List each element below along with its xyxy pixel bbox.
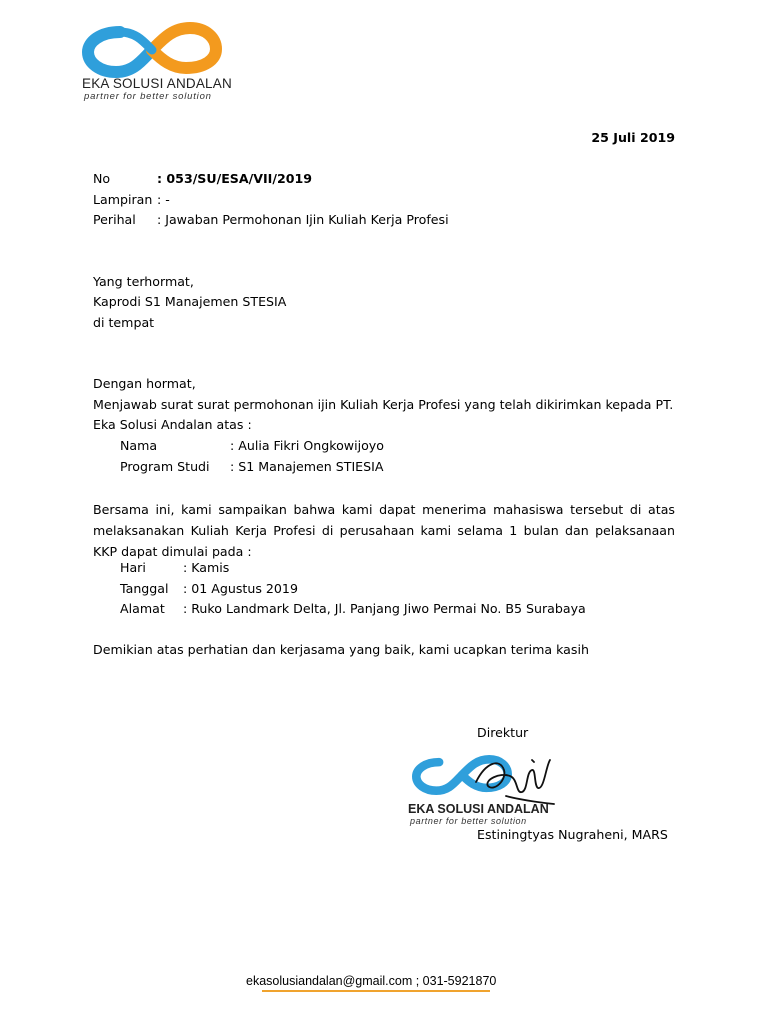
recipient-line-1: Yang terhormat, [93, 274, 194, 289]
schedule-tanggal-label: Tanggal [120, 581, 169, 596]
signature-title: Direktur [477, 725, 529, 740]
company-stamp [404, 752, 579, 830]
schedule-tanggal-value: : 01 Agustus 2019 [183, 581, 298, 596]
student-name-value: : Aulia Fikri Ongkowijoyo [230, 438, 384, 453]
stamp-tagline: partner for better solution [410, 816, 527, 826]
schedule-hari-label: Hari [120, 560, 146, 575]
schedule-alamat-value: : Ruko Landmark Delta, Jl. Panjang Jiwo Permai No. B5 Surabaya [183, 601, 586, 616]
recipient-line-2: Kaprodi S1 Manajemen STESIA [93, 294, 287, 309]
letter-date: 25 Juli 2019 [591, 130, 675, 145]
closing-sentence: Demikian atas perhatian dan kerjasama yang baik, kami ucapkan terima kasih [93, 642, 589, 657]
footer-contact: ekasolusiandalan@gmail.com ; 031-5921870 [246, 974, 497, 988]
meta-lampiran-value: : - [157, 192, 170, 207]
student-prodi-value: : S1 Manajemen STIESIA [230, 459, 384, 474]
schedule-alamat-label: Alamat [120, 601, 165, 616]
meta-perihal-label: Perihal [93, 212, 136, 227]
company-logo [78, 20, 238, 102]
student-name-label: Nama [120, 438, 158, 453]
para2: Bersama ini, kami sampaikan bahwa kami dapat menerima mahasiswa tersebut di atas melaksanakan Kuliah Kerja Profesi di perusahaan kami selama 1 bulan dan pelaksanaan KKP dapat dimulai pada : [93, 502, 675, 559]
greeting: Dengan hormat, [93, 376, 196, 391]
company-tagline: partner for better solution [84, 91, 212, 102]
schedule-hari-value: : Kamis [183, 560, 230, 575]
signatory-name: Estiningtyas Nugraheni, MARS [477, 827, 668, 842]
meta-perihal-value: : Jawaban Permohonan Ijin Kuliah Kerja Profesi [157, 212, 449, 227]
recipient-line-3: di tempat [93, 315, 155, 330]
meta-no-value: : 053/SU/ESA/VII/2019 [157, 171, 312, 186]
meta-lampiran-label: Lampiran [93, 192, 153, 207]
para1-line-2: Eka Solusi Andalan atas : [93, 417, 252, 432]
infinity-logo-icon [82, 22, 222, 78]
para1-line-1: Menjawab surat surat permohonan ijin Kuliah Kerja Profesi yang telah dikirimkan kepada PT. [93, 397, 674, 412]
company-name: EKA SOLUSI ANDALAN [82, 76, 232, 91]
stamp-company-name: EKA SOLUSI ANDALAN [408, 802, 549, 816]
meta-no-label: No [93, 171, 111, 186]
footer-rule [262, 990, 490, 992]
student-prodi-label: Program Studi [120, 459, 210, 474]
